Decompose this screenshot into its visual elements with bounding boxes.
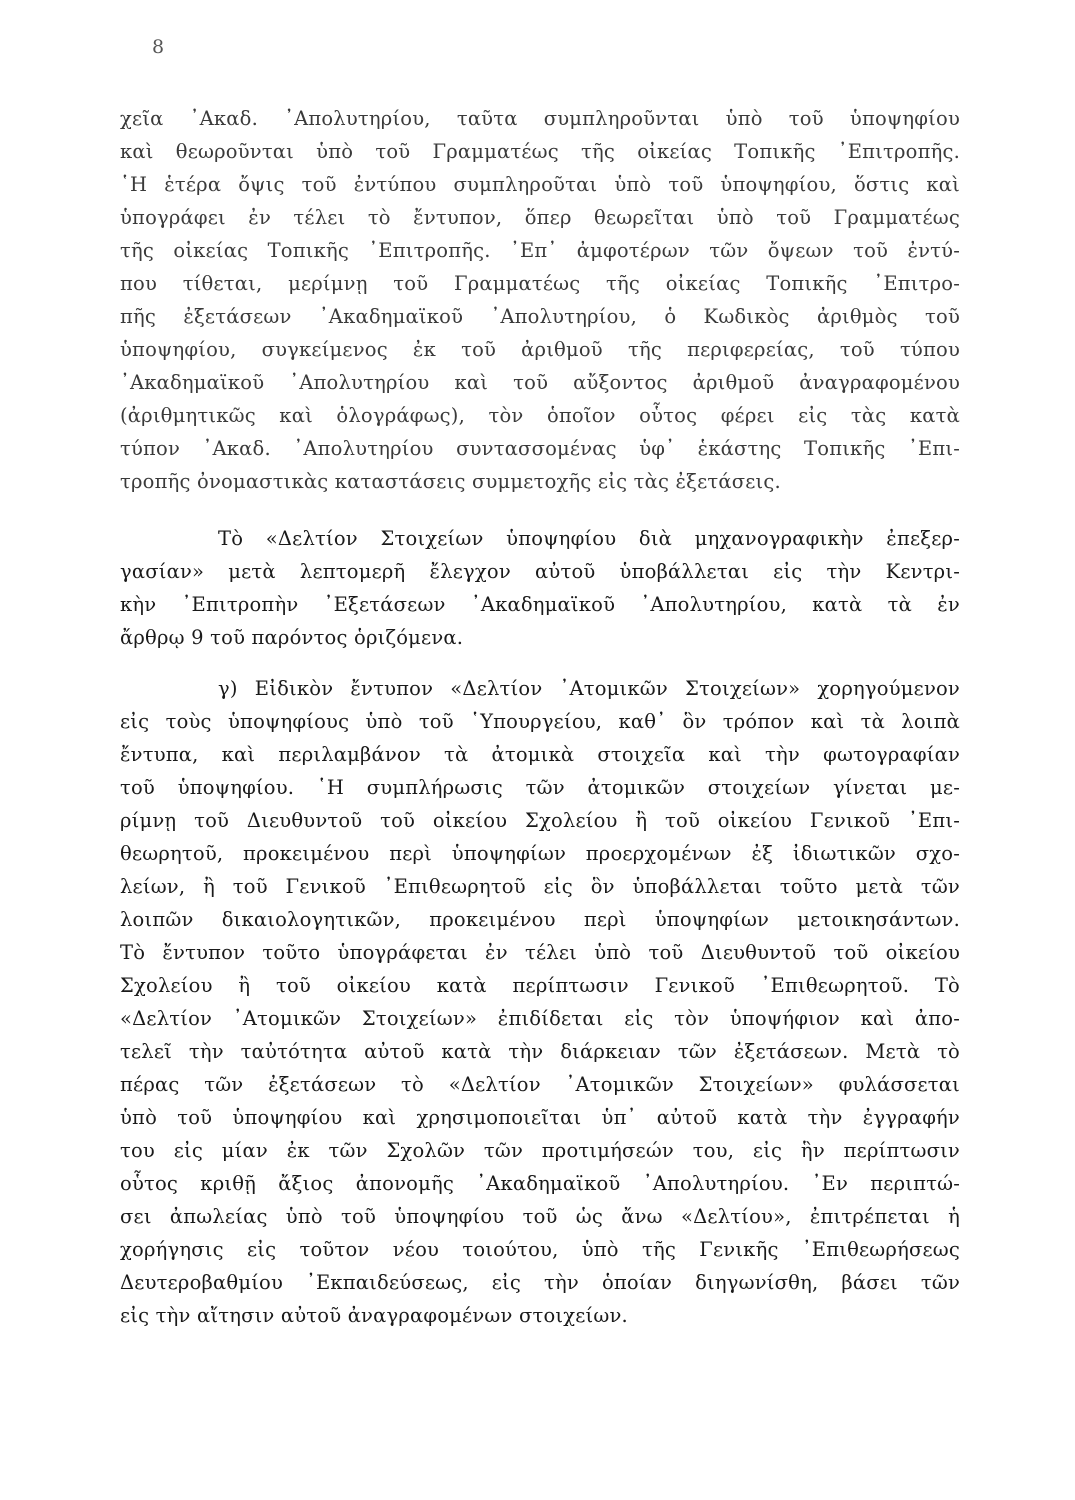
- text-line: τελεῖ τὴν ταὐτότητα αὐτοῦ κατὰ τὴν διάρκειαν τῶν ἐξετάσεων. Μετὰ τὸ: [120, 1040, 960, 1063]
- text-line: πῆς ἐξετάσεων ᾿Ακαδημαϊκοῦ ᾿Απολυτηρίου, ὁ Κωδικὸς ἀριθμὸς τοῦ: [120, 305, 960, 328]
- text-line: γασίαν» μετὰ λεπτομερῆ ἔλεγχον αὐτοῦ ὑποβάλλεται εἰς τὴν Κεντρι-: [120, 560, 960, 583]
- paragraph-deltion-stoicheion: [120, 522, 960, 654]
- text-line: Τὸ ἔντυπον τοῦτο ὑπογράφεται ἐν τέλει ὑπὸ τοῦ Διευθυντοῦ τοῦ οἰκείου: [120, 941, 960, 964]
- text-line: εἰς τοὺς ὑποψηφίους ὑπὸ τοῦ ῾Υπουργείου, καθ᾿ ὃν τρόπον καὶ τὰ λοιπὰ: [120, 710, 960, 733]
- text-line: ὑπογράφει ἐν τέλει τὸ ἔντυπον, ὅπερ θεωρεῖται ὑπὸ τοῦ Γραμματέως: [120, 206, 960, 229]
- text-line: ὑπὸ τοῦ ὑποψηφίου καὶ χρησιμοποιεῖται ὑπ᾿ αὐτοῦ κατὰ τὴν ἐγγραφήν: [120, 1106, 960, 1129]
- text-line: πέρας τῶν ἐξετάσεων τὸ «Δελτίον ᾿Ατομικῶν Στοιχείων» φυλάσσεται: [120, 1073, 960, 1096]
- text-line: του εἰς μίαν ἐκ τῶν Σχολῶν τῶν προτιμήσεών του, εἰς ἣν περίπτωσιν: [120, 1139, 960, 1162]
- text-line: Τὸ «Δελτίον Στοιχείων ὑποψηφίου διὰ μηχανογραφικὴν ἐπεξερ-: [218, 527, 960, 550]
- text-line: γ) Εἰδικὸν ἔντυπον «Δελτίον ᾿Ατομικῶν Στοιχείων» χορηγούμενον: [218, 677, 960, 700]
- text-line: Δευτεροβαθμίου ᾿Εκπαιδεύσεως, εἰς τὴν ὁποίαν διηγωνίσθη, βάσει τῶν: [120, 1271, 960, 1294]
- text-line: λείων, ἢ τοῦ Γενικοῦ ᾿Επιθεωρητοῦ εἰς ὃν ὑποβάλλεται τοῦτο μετὰ τῶν: [120, 875, 960, 898]
- page-number: 8: [152, 36, 165, 58]
- text-line: κὴν ᾿Επιτροπὴν ᾿Εξετάσεων ᾿Ακαδημαϊκοῦ ᾿Απολυτηρίου, κατὰ τὰ ἐν: [120, 593, 960, 616]
- text-line: τῆς οἰκείας Τοπικῆς ᾿Επιτροπῆς. ᾿Επ᾿ ἀμφοτέρων τῶν ὄψεων τοῦ ἐντύ-: [120, 239, 960, 262]
- text-line: ᾿Ακαδημαϊκοῦ ᾿Απολυτηρίου καὶ τοῦ αὔξοντος ἀριθμοῦ ἀναγραφομένου: [120, 371, 960, 394]
- paragraph-item-gamma: [120, 672, 960, 1332]
- text-line: τροπῆς ὀνομαστικὰς καταστάσεις συμμετοχῆς εἰς τὰς ἐξετάσεις.: [120, 470, 781, 493]
- text-line: Σχολείου ἢ τοῦ οἰκείου κατὰ περίπτωσιν Γενικοῦ ᾿Επιθεωρητοῦ. Τὸ: [120, 974, 960, 997]
- text-line: ἔντυπα, καὶ περιλαμβάνον τὰ ἀτομικὰ στοιχεῖα καὶ τὴν φωτογραφίαν: [120, 743, 960, 766]
- text-line: (ἀριθμητικῶς καὶ ὁλογράφως), τὸν ὁποῖον οὗτος φέρει εἰς τὰς κατὰ: [120, 404, 960, 427]
- text-line: χεῖα ᾿Ακαδ. ᾿Απολυτηρίου, ταῦτα συμπληροῦνται ὑπὸ τοῦ ὑποψηφίου: [120, 107, 960, 130]
- text-line: καὶ θεωροῦνται ὑπὸ τοῦ Γραμματέως τῆς οἰκείας Τοπικῆς ᾿Επιτροπῆς.: [120, 140, 960, 163]
- text-line: χορήγησις εἰς τοῦτον νέου τοιούτου, ὑπὸ τῆς Γενικῆς ᾿Επιθεωρήσεως: [120, 1238, 960, 1261]
- text-line: ῾Η ἑτέρα ὄψις τοῦ ἐντύπου συμπληροῦται ὑπὸ τοῦ ὑποψηφίου, ὅστις καὶ: [120, 173, 960, 196]
- text-line: τοῦ ὑποψηφίου. ῾Η συμπλήρωσις τῶν ἀτομικῶν στοιχείων γίνεται με-: [120, 776, 960, 799]
- text-line: σει ἀπωλείας ὑπὸ τοῦ ὑποψηφίου τοῦ ὡς ἄνω «Δελτίου», ἐπιτρέπεται ἡ: [120, 1205, 960, 1228]
- text-line: τύπον ᾿Ακαδ. ᾿Απολυτηρίου συντασσομένας ὑφ᾿ ἑκάστης Τοπικῆς ᾿Επι-: [120, 437, 960, 460]
- text-line: λοιπῶν δικαιολογητικῶν, προκειμένου περὶ ὑποψηφίων μετοικησάντων.: [120, 908, 960, 931]
- text-line: θεωρητοῦ, προκειμένου περὶ ὑποψηφίων προερχομένων ἐξ ἰδιωτικῶν σχο-: [120, 842, 960, 865]
- text-line: οὗτος κριθῇ ἄξιος ἀπονομῆς ᾿Ακαδημαϊκοῦ ᾿Απολυτηρίου. ᾿Εν περιπτώ-: [120, 1172, 960, 1195]
- paragraph-continuation: [120, 102, 960, 498]
- text-line: εἰς τὴν αἴτησιν αὐτοῦ ἀναγραφομένων στοιχείων.: [120, 1304, 628, 1327]
- text-line: που τίθεται, μερίμνῃ τοῦ Γραμματέως τῆς οἰκείας Τοπικῆς ᾿Επιτρο-: [120, 272, 960, 295]
- text-line: «Δελτίον ᾿Ατομικῶν Στοιχείων» ἐπιδίδεται εἰς τὸν ὑποψήφιον καὶ ἀπο-: [120, 1007, 960, 1030]
- text-line: ἄρθρῳ 9 τοῦ παρόντος ὁριζόμενα.: [120, 626, 464, 649]
- text-line: ρίμνῃ τοῦ Διευθυντοῦ τοῦ οἰκείου Σχολείου ἢ τοῦ οἰκείου Γενικοῦ ᾿Επι-: [120, 809, 960, 832]
- text-line: ὑποψηφίου, συγκείμενος ἐκ τοῦ ἀριθμοῦ τῆς περιφερείας, τοῦ τύπου: [120, 338, 960, 361]
